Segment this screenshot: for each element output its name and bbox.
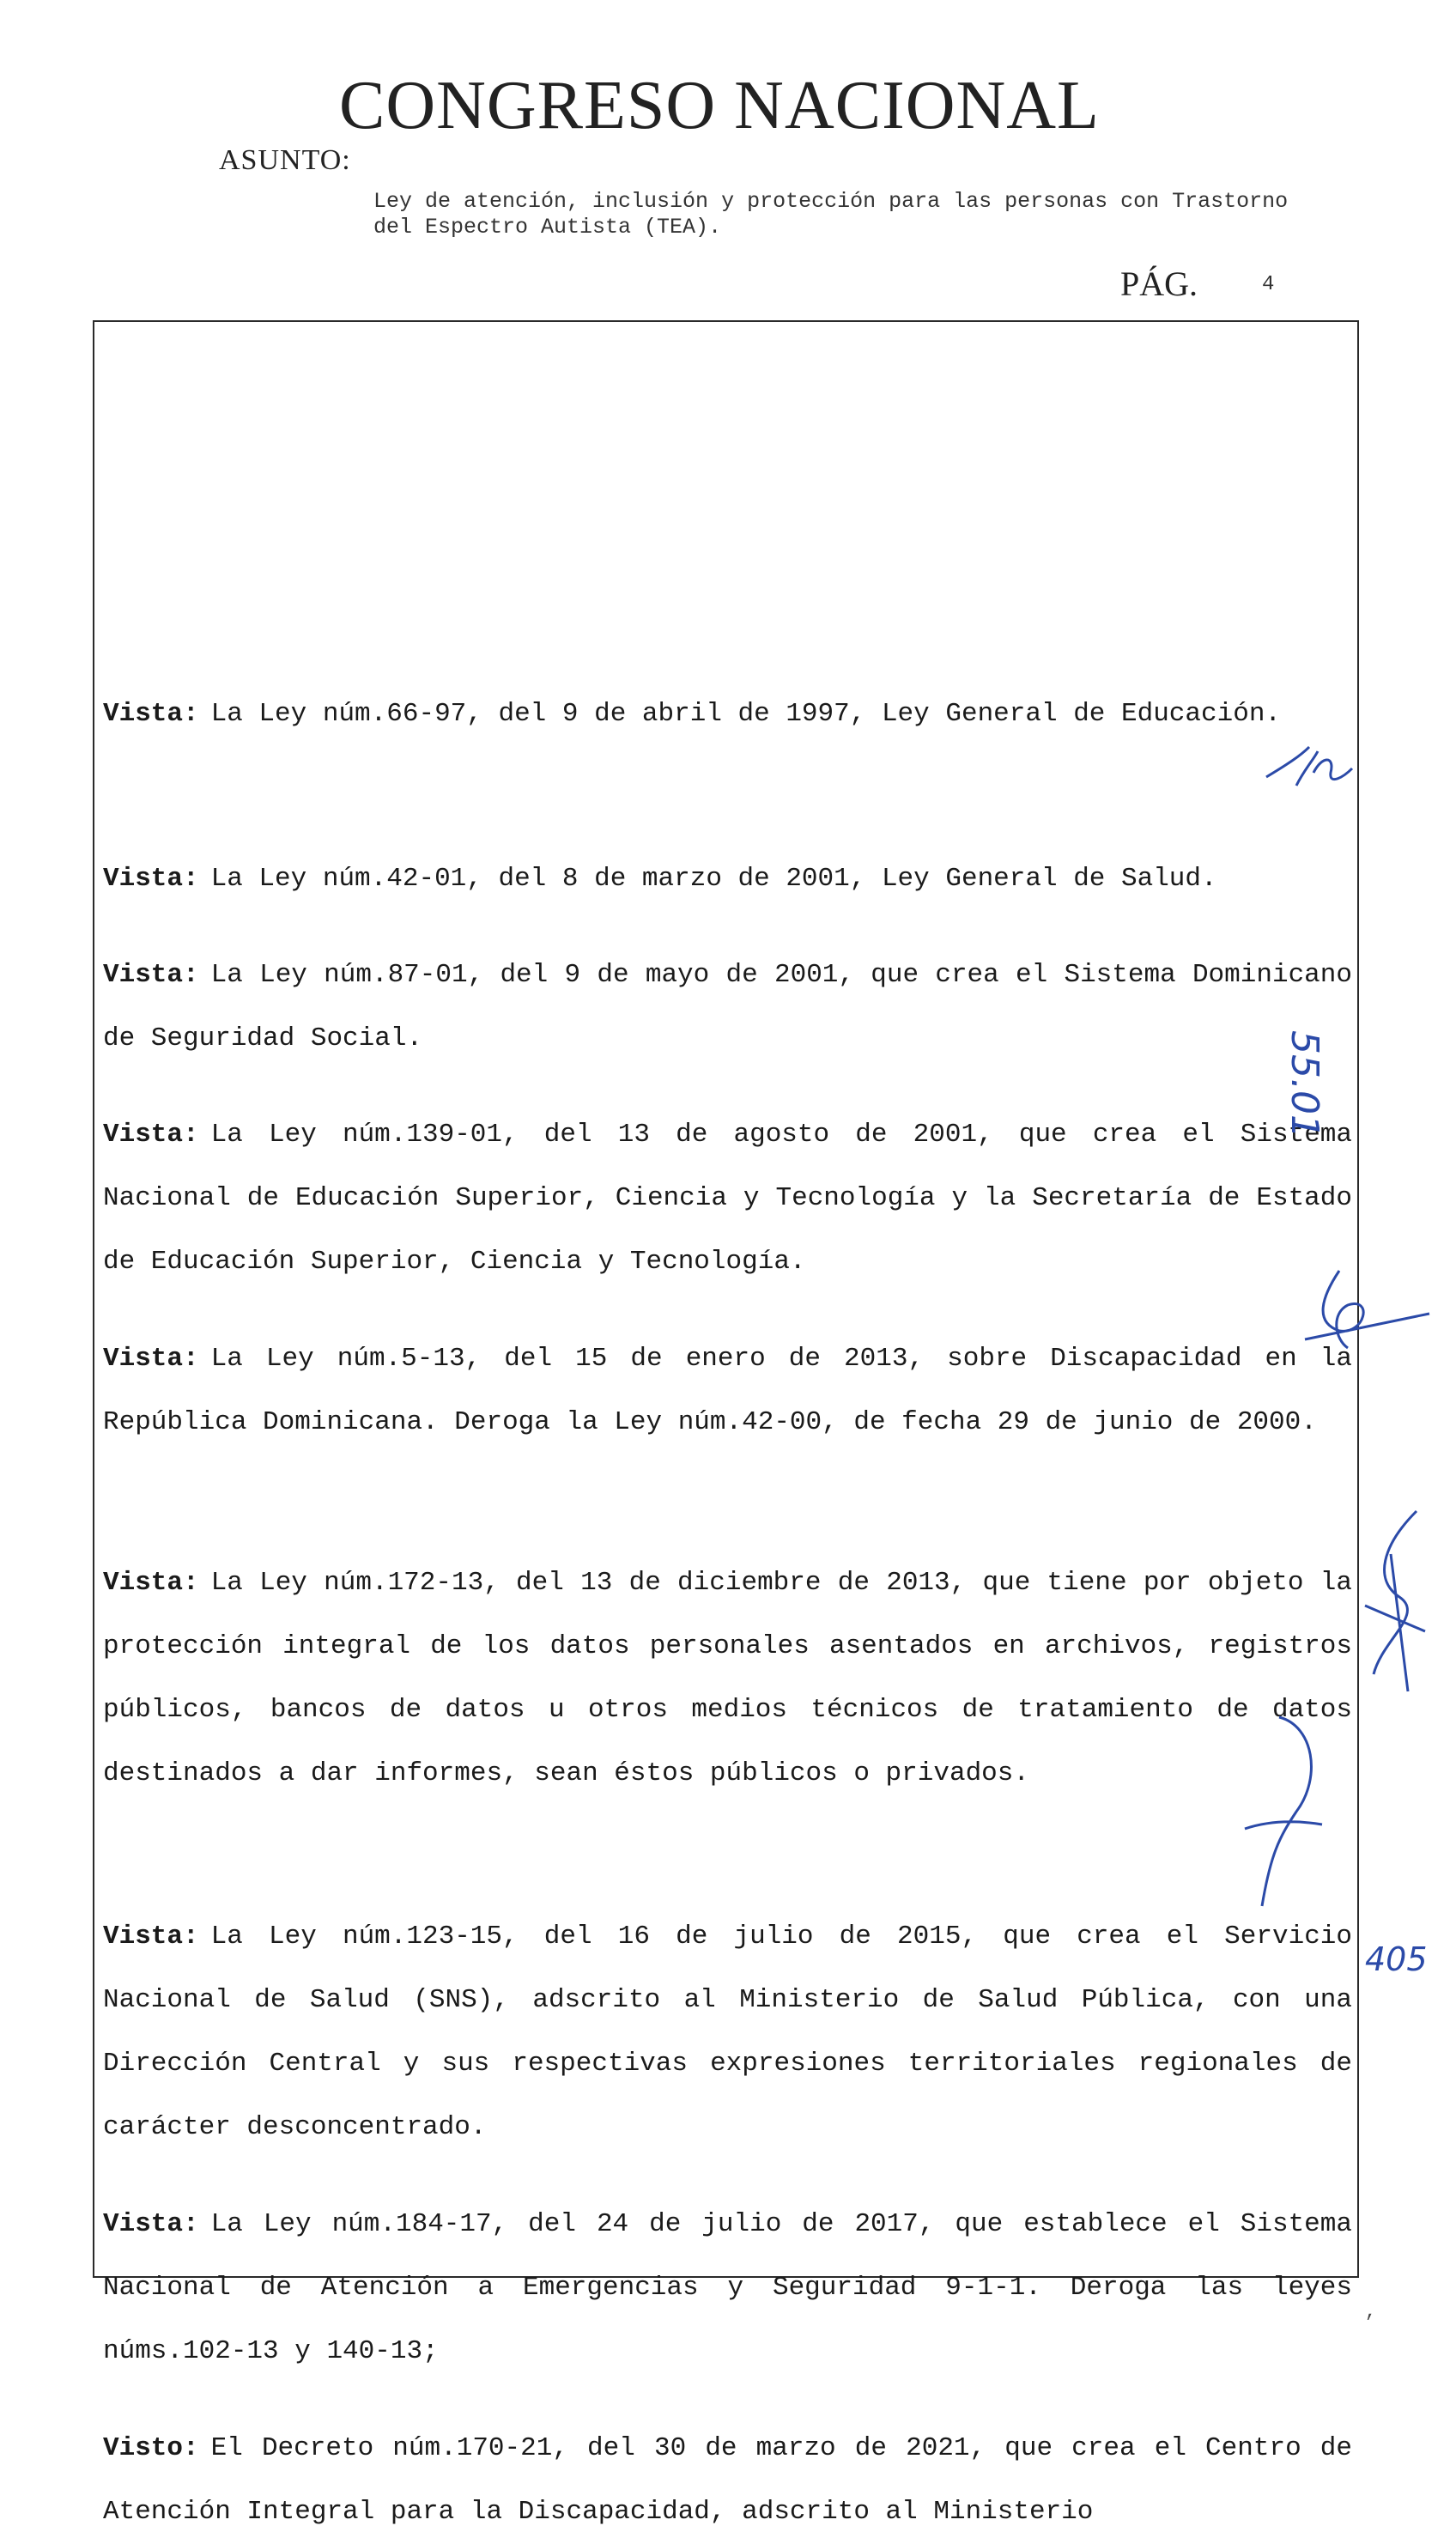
page-label: PÁG. bbox=[1120, 264, 1198, 303]
document-header-title: CONGRESO NACIONAL bbox=[339, 68, 1100, 143]
entry-ley-139-01: Vista: La Ley núm.139-01, del 13 de agosto de 2001, que crea el Sistema Nacional de Educación Superior, Ciencia y Tecnología y la Secretaría de Estado de Educación Superior, Ciencia y Tecnología. bbox=[103, 1120, 1352, 1277]
handwritten-margin-number-2: 405 bbox=[1365, 1940, 1428, 1978]
entry-ley-184-17: Vista: La Ley núm.184-17, del 24 de julio de 2017, que establece el Sistema Nacional de Atención a Emergencias y Seguridad 9-1-1. Deroga las leyes núms.102-13 y 140-13; bbox=[103, 2209, 1352, 2366]
bottom-tick-mark: , bbox=[1365, 2301, 1377, 2322]
entry-ley-172-13: Vista: La Ley núm.172-13, del 13 de diciembre de 2013, que tiene por objeto la protección integral de los datos personales asentados en archivos, registros públicos, bancos de datos u otros medios técnicos de tratamiento de datos destinados a dar informes, sean éstos públicos o privados. bbox=[103, 1568, 1352, 1788]
entry-decreto-170-21: Visto: El Decreto núm.170-21, del 30 de marzo de 2021, que crea el Centro de Atención Integral para la Discapacidad, adscrito al Ministerio bbox=[103, 2433, 1352, 2527]
entry-ley-123-15: Vista: La Ley núm.123-15, del 16 de julio de 2015, que crea el Servicio Nacional de Salud (SNS), adscrito al Ministerio de Salud Pública, con una Dirección Central y sus respectivas expresiones territoriales regionales de carácter desconcentrado. bbox=[103, 1922, 1352, 2142]
entry-ley-42-01: Vista: La Ley núm.42-01, del 8 de marzo de 2001, Ley General de Salud. bbox=[103, 864, 1217, 894]
asunto-text: Ley de atención, inclusión y protección para las personas con Trastorno del Espectro Autista (TEA). bbox=[373, 189, 1289, 240]
entry-ley-66-97: Vista: La Ley núm.66-97, del 9 de abril de 1997, Ley General de Educación. bbox=[103, 699, 1282, 729]
content-frame bbox=[93, 320, 1359, 2527]
page-number: 4 bbox=[1262, 273, 1275, 296]
entry-ley-87-01: Vista: La Ley núm.87-01, del 9 de mayo de 2001, que crea el Sistema Dominicano de Seguridad Social. bbox=[103, 960, 1352, 1053]
handwritten-signature-3-icon bbox=[1356, 1503, 1434, 1700]
handwritten-margin-number-1: 55.01 bbox=[1283, 1030, 1326, 1138]
asunto-label: ASUNTO: bbox=[219, 144, 351, 176]
entry-ley-5-13: Vista: La Ley núm.5-13, del 15 de enero de 2013, sobre Discapacidad en la República Dominicana. Deroga la Ley núm.42-00, de fecha 29 de junio de 2000. bbox=[103, 1344, 1352, 1437]
